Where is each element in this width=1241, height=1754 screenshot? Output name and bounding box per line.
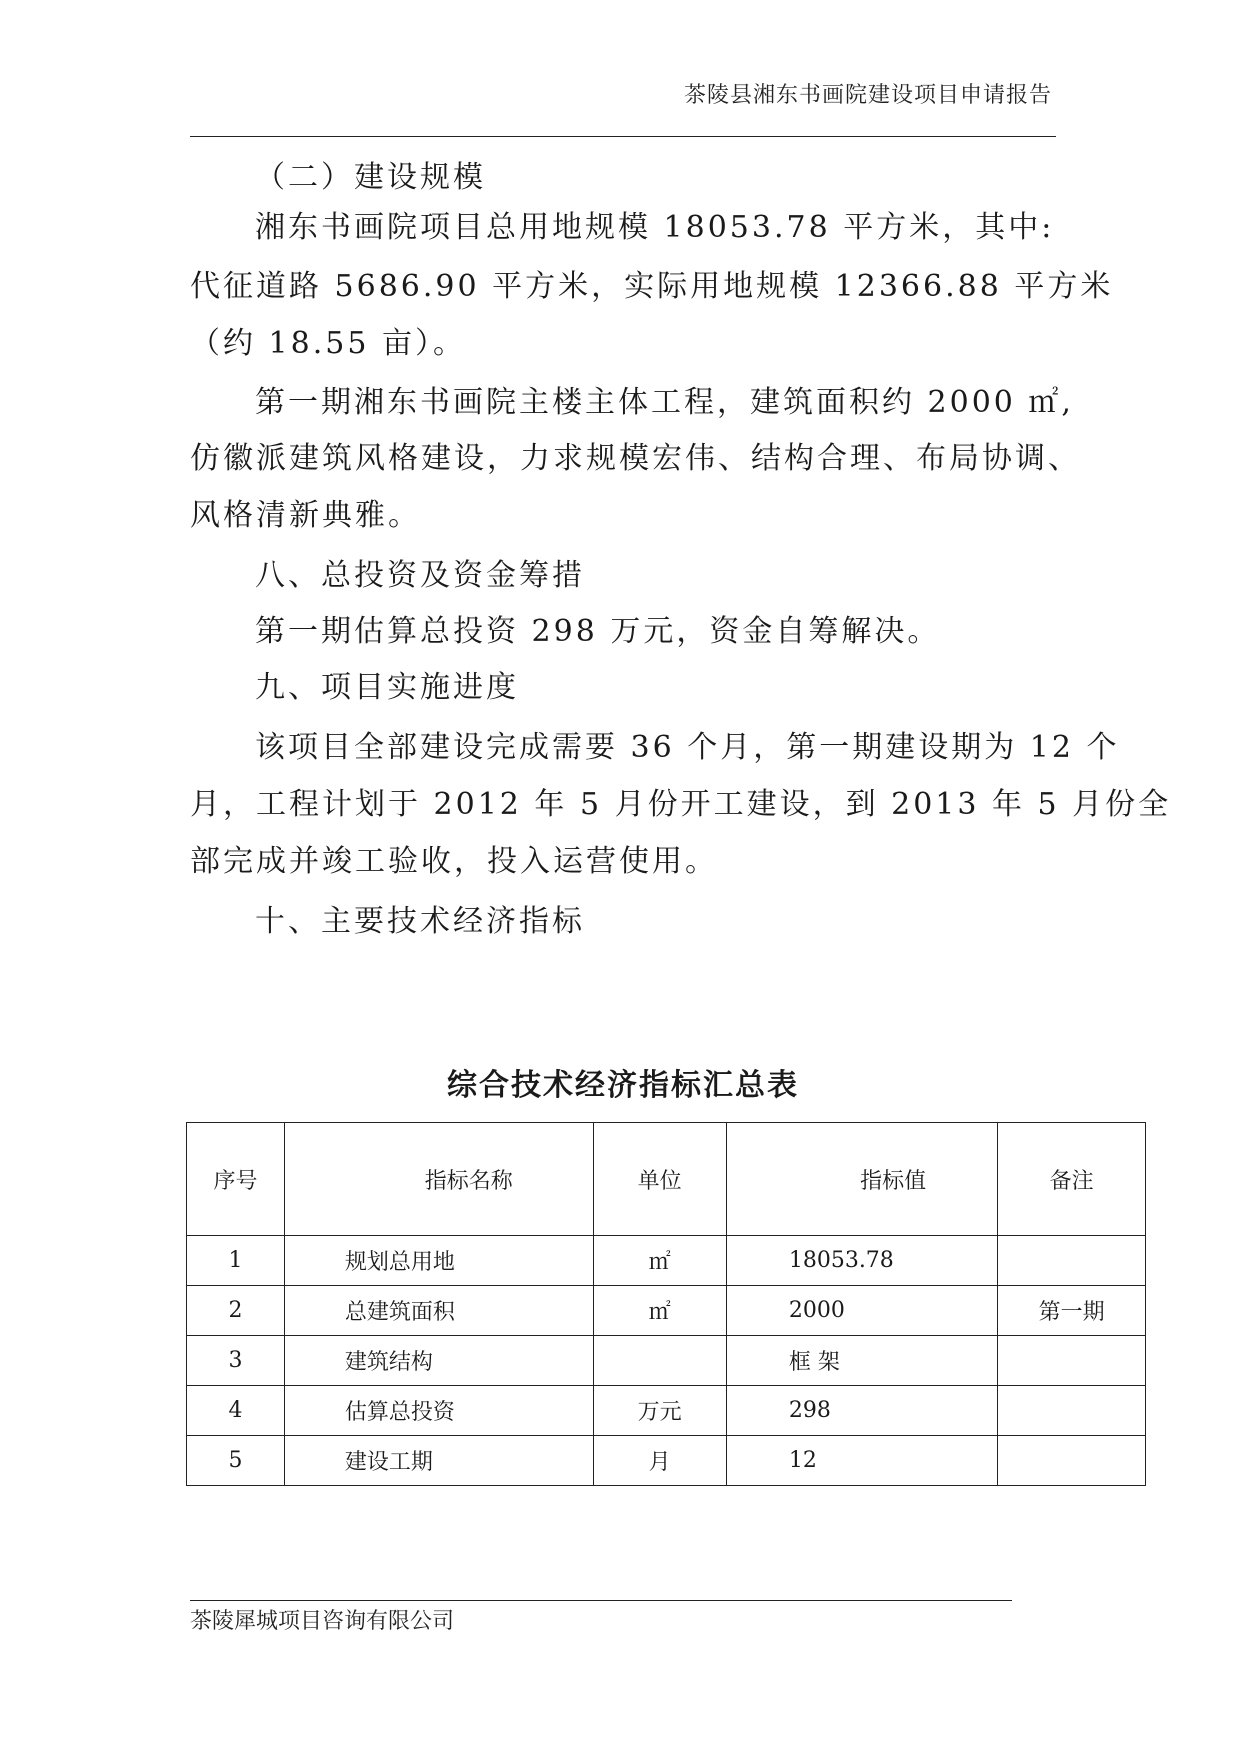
indicator-summary-table <box>186 1122 1146 1486</box>
table-cell: 框 架 <box>726 1336 998 1386</box>
table-cell <box>998 1336 1146 1386</box>
paragraph-line: 月，工程计划于 2012 年 5 月份开工建设，到 2013 年 5 月份全 <box>190 787 1172 822</box>
header-cell: 指标值 <box>726 1123 998 1236</box>
table-row <box>187 1236 1146 1286</box>
table-cell: 4 <box>187 1386 285 1436</box>
table-cell: 建设工期 <box>284 1436 593 1486</box>
footer-rule <box>190 1600 1012 1601</box>
header-cell: 序号 <box>187 1123 285 1236</box>
table-header-row <box>187 1123 1146 1236</box>
table-cell: ㎡ <box>593 1236 726 1286</box>
header-rule <box>190 136 1056 137</box>
paragraph-line: 第一期湘东书画院主楼主体工程，建筑面积约 2000 ㎡, <box>255 385 1074 420</box>
section-heading-schedule: 九、项目实施进度 <box>255 670 519 705</box>
table-cell <box>998 1386 1146 1436</box>
table-cell: 建筑结构 <box>284 1336 593 1386</box>
table-cell: 估算总投资 <box>284 1386 593 1436</box>
paragraph-line: 第一期估算总投资 298 万元，资金自筹解决。 <box>255 614 941 649</box>
table-cell: 18053.78 <box>726 1236 998 1286</box>
section-heading-investment: 八、总投资及资金筹措 <box>255 558 585 593</box>
page-header: 茶陵县湘东书画院建设项目申请报告 <box>683 83 1052 108</box>
table-cell <box>593 1336 726 1386</box>
table-cell: 3 <box>187 1336 285 1386</box>
table-cell: 298 <box>726 1386 998 1436</box>
paragraph-line: 代征道路 5686.90 平方米，实际用地规模 12366.88 平方米 <box>190 269 1114 304</box>
table-cell <box>998 1436 1146 1486</box>
header-cell: 指标名称 <box>284 1123 593 1236</box>
paragraph-line: 该项目全部建设完成需要 36 个月，第一期建设期为 12 个 <box>255 730 1120 765</box>
header-cell: 备注 <box>998 1123 1146 1236</box>
table-cell: 万元 <box>593 1386 726 1436</box>
table-cell: ㎡ <box>593 1286 726 1336</box>
table-cell: 2 <box>187 1286 285 1336</box>
table-row <box>187 1336 1146 1386</box>
table-cell <box>998 1236 1146 1286</box>
table-row <box>187 1436 1146 1486</box>
paragraph-line: 风格清新典雅。 <box>190 498 421 533</box>
table-row <box>187 1286 1146 1336</box>
section-heading-indicators: 十、主要技术经济指标 <box>255 904 585 939</box>
paragraph-line: （约 18.55 亩）。 <box>190 326 466 361</box>
paragraph-line: 部完成并竣工验收，投入运营使用。 <box>190 844 718 879</box>
table-cell: 规划总用地 <box>284 1236 593 1286</box>
table-cell: 1 <box>187 1236 285 1286</box>
table-title: 综合技术经济指标汇总表 <box>447 1068 799 1103</box>
header-cell: 单位 <box>593 1123 726 1236</box>
paragraph-line: 湘东书画院项目总用地规模 18053.78 平方米，其中: <box>255 210 1055 245</box>
page-footer: 茶陵犀城项目咨询有限公司 <box>190 1609 455 1634</box>
table-row <box>187 1386 1146 1436</box>
table-cell: 总建筑面积 <box>284 1286 593 1336</box>
table-cell: 12 <box>726 1436 998 1486</box>
table-cell: 2000 <box>726 1286 998 1336</box>
paragraph-line: 仿徽派建筑风格建设，力求规模宏伟、结构合理、布局协调、 <box>190 441 1081 476</box>
section-heading-construction-scale: （二）建设规模 <box>255 160 486 195</box>
table-cell: 第一期 <box>998 1286 1146 1336</box>
table-cell: 5 <box>187 1436 285 1486</box>
table-cell: 月 <box>593 1436 726 1486</box>
